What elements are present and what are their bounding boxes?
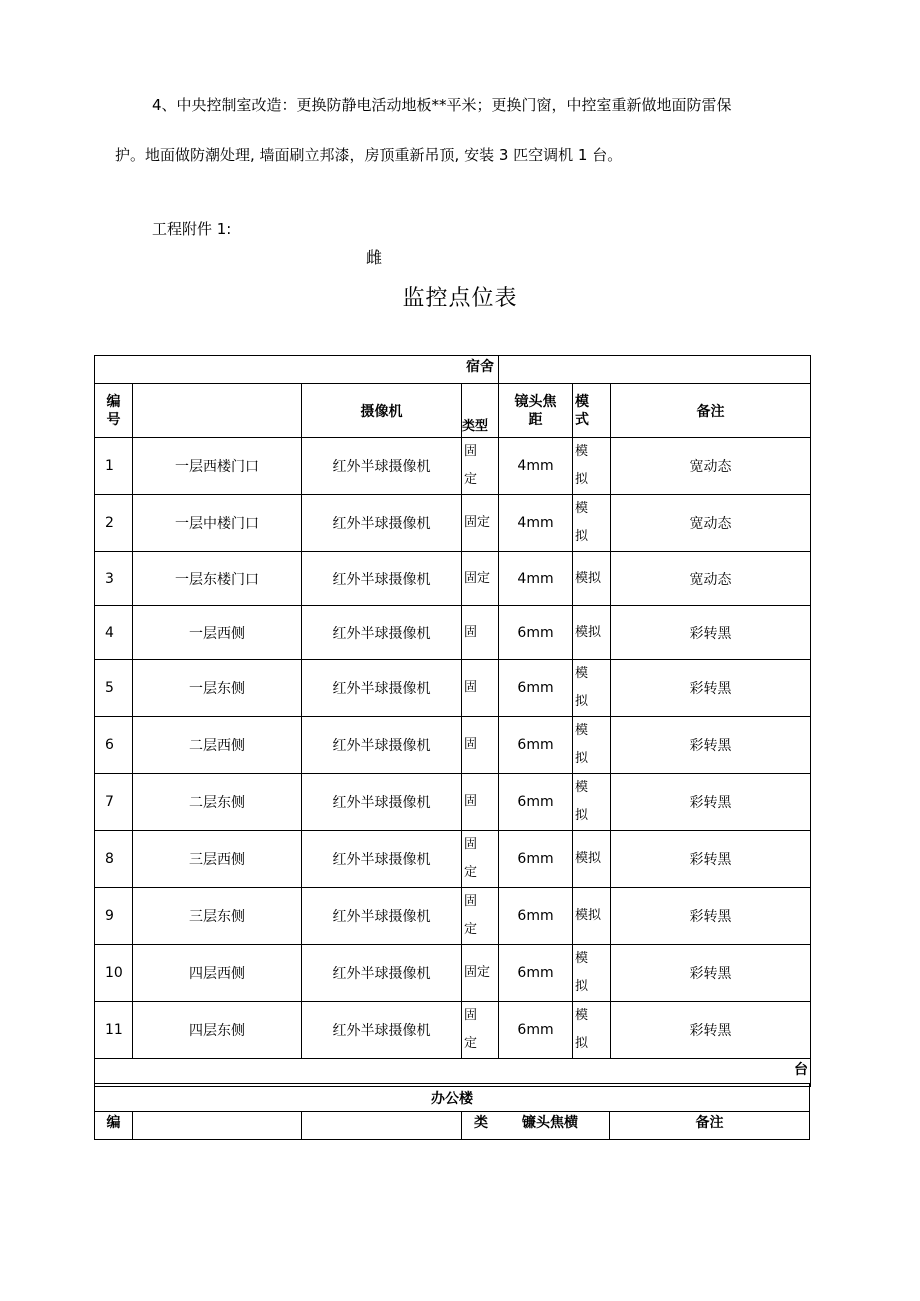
row-note: 宽动态 [611, 438, 811, 495]
table-row [95, 552, 811, 606]
row-mode-part-b: 拟 [575, 1036, 589, 1051]
row-note: 彩转黑 [611, 888, 811, 945]
office-section-label: 办公楼 [95, 1084, 810, 1112]
row-camera: 红外半球摄像机 [302, 660, 462, 717]
row-type [462, 660, 499, 717]
row-mode-part-a: 模拟 [575, 908, 602, 923]
row-location: 一层西侧 [133, 606, 302, 660]
row-note: 宽动态 [611, 495, 811, 552]
paragraph-line-1: 4、中央控制室改造：更换防静电活动地板**平米；更换门窗，中控室重新做地面防雷保 [152, 96, 732, 114]
row-camera: 红外半球摄像机 [302, 552, 462, 606]
row-mode-part-b: 模拟 [575, 570, 602, 586]
row-type [462, 945, 499, 1002]
row-mode-part-b: 拟 [575, 751, 589, 766]
row-camera: 红外半球摄像机 [302, 888, 462, 945]
row-number: 9 [95, 888, 133, 945]
table-row [95, 888, 811, 945]
row-note: 彩转黑 [611, 606, 811, 660]
row-type-part-b: 定 [464, 922, 478, 937]
table-row [95, 606, 811, 660]
row-mode [573, 660, 611, 717]
header-mode: 模 式 [573, 384, 611, 438]
row-number: 2 [95, 495, 133, 552]
row-mode [573, 717, 611, 774]
row-note: 彩转黑 [611, 945, 811, 1002]
row-mode-part-a: 模 [575, 951, 589, 966]
row-note: 彩转黑 [611, 717, 811, 774]
row-type-part-a: 固 [464, 680, 478, 695]
row-mode [573, 774, 611, 831]
row-lens: 6mm [499, 660, 573, 717]
row-type [462, 717, 499, 774]
row-mode [573, 945, 611, 1002]
row-mode [573, 438, 611, 495]
table-row [95, 717, 811, 774]
row-location: 四层西侧 [133, 945, 302, 1002]
row-type [462, 495, 499, 552]
row-type-part-a: 固 [464, 794, 478, 809]
row-type-part-b: 固定 [464, 515, 491, 530]
row-camera: 红外半球摄像机 [302, 831, 462, 888]
row-lens: 6mm [499, 717, 573, 774]
row-type-part-a: 固 [464, 894, 478, 909]
row-lens: 6mm [499, 1002, 573, 1059]
row-camera: 红外半球摄像机 [302, 438, 462, 495]
section-row [95, 356, 811, 384]
row-type-part-a: 固 [464, 1008, 478, 1023]
row-location: 一层东楼门口 [133, 552, 302, 606]
row-camera: 红外半球摄像机 [302, 606, 462, 660]
row-number: 10 [95, 945, 133, 1002]
row-mode [573, 831, 611, 888]
row-mode-part-a: 模 [575, 501, 589, 516]
header-location [133, 384, 302, 438]
row-mode-part-b: 模拟 [575, 851, 602, 866]
office-header-type-lens: 类 镰头焦横 [462, 1112, 610, 1140]
row-type-part-a: 固 [464, 837, 478, 852]
row-location: 二层西侧 [133, 717, 302, 774]
footer-unit: 台 [95, 1059, 811, 1087]
row-type [462, 606, 499, 660]
row-number: 7 [95, 774, 133, 831]
office-camera-table [94, 1083, 810, 1140]
row-type-part-a: 固 [464, 737, 478, 752]
header-lens: 镜头焦 距 [499, 384, 573, 438]
table-row [95, 495, 811, 552]
row-mode-part-a: 模 [575, 666, 589, 681]
row-note: 宽动态 [611, 552, 811, 606]
row-note: 彩转黑 [611, 774, 811, 831]
table-row [95, 1002, 811, 1059]
row-mode [573, 1002, 611, 1059]
row-mode [573, 606, 611, 660]
header-number: 编 号 [95, 384, 133, 438]
row-mode [573, 552, 611, 606]
office-header-notes: 备注 [610, 1112, 810, 1140]
row-location: 一层中楼门口 [133, 495, 302, 552]
office-header-location [133, 1112, 302, 1140]
row-type-part-b: 定 [464, 472, 478, 487]
table-row [95, 438, 811, 495]
row-mode-part-a: 模 [575, 1008, 589, 1023]
header-type: 类型 [462, 384, 499, 438]
header-camera: 摄像机 [302, 384, 462, 438]
annex-label: 工程附件 1: [152, 220, 232, 238]
row-mode-part-b: 拟 [575, 979, 589, 994]
row-type [462, 552, 499, 606]
row-type-part-b: 固定 [464, 570, 491, 586]
table-row [95, 774, 811, 831]
row-mode-part-a: 模 [575, 723, 589, 738]
row-location: 四层东侧 [133, 1002, 302, 1059]
row-lens: 6mm [499, 831, 573, 888]
row-camera: 红外半球摄像机 [302, 1002, 462, 1059]
row-location: 二层东侧 [133, 774, 302, 831]
office-header-row [95, 1112, 810, 1140]
row-location: 三层西侧 [133, 831, 302, 888]
row-lens: 6mm [499, 606, 573, 660]
row-type-part-a: 固 [464, 444, 478, 459]
row-number: 4 [95, 606, 133, 660]
row-type [462, 438, 499, 495]
header-row [95, 384, 811, 438]
row-number: 6 [95, 717, 133, 774]
row-type [462, 1002, 499, 1059]
row-mode [573, 888, 611, 945]
row-camera: 红外半球摄像机 [302, 945, 462, 1002]
paragraph-line-2: 护。地面做防潮处理, 墙面刷立邦漆，房顶重新吊顶, 安装 3 匹空调机 1 台。 [115, 146, 623, 164]
row-mode-part-b: 拟 [575, 808, 589, 823]
row-note: 彩转黑 [611, 1002, 811, 1059]
row-location: 三层东侧 [133, 888, 302, 945]
row-type-part-a: 固 [464, 624, 478, 640]
table-row [95, 831, 811, 888]
page-title: 监控点位表 [402, 286, 518, 311]
row-number: 11 [95, 1002, 133, 1059]
row-type-part-b: 定 [464, 865, 478, 880]
row-type [462, 888, 499, 945]
row-camera: 红外半球摄像机 [302, 495, 462, 552]
row-type [462, 831, 499, 888]
header-notes: 备注 [611, 384, 811, 438]
table-row [95, 660, 811, 717]
row-lens: 6mm [499, 888, 573, 945]
row-lens: 4mm [499, 495, 573, 552]
row-note: 彩转黑 [611, 831, 811, 888]
row-camera: 红外半球摄像机 [302, 774, 462, 831]
row-number: 1 [95, 438, 133, 495]
row-mode-part-b: 拟 [575, 529, 589, 544]
row-lens: 6mm [499, 945, 573, 1002]
row-camera: 红外半球摄像机 [302, 717, 462, 774]
row-lens: 4mm [499, 438, 573, 495]
row-type-part-b: 定 [464, 1036, 478, 1051]
row-number: 8 [95, 831, 133, 888]
row-mode [573, 495, 611, 552]
row-location: 一层东侧 [133, 660, 302, 717]
row-note: 彩转黑 [611, 660, 811, 717]
stray-character: 雌 [366, 248, 383, 267]
office-header-camera [302, 1112, 462, 1140]
row-number: 5 [95, 660, 133, 717]
table-row [95, 945, 811, 1002]
office-header-number: 编 [95, 1112, 133, 1140]
row-mode-part-b: 拟 [575, 472, 589, 487]
dormitory-camera-table [94, 355, 811, 1087]
row-number: 3 [95, 552, 133, 606]
row-mode-part-a: 模 [575, 444, 589, 459]
row-mode-part-b: 模拟 [575, 624, 602, 640]
section-label: 宿舍 [95, 356, 499, 384]
row-mode-part-a: 模 [575, 780, 589, 795]
row-type [462, 774, 499, 831]
row-mode-part-b: 拟 [575, 694, 589, 709]
row-type-part-a: 固定 [464, 965, 491, 980]
section-blank [499, 356, 811, 384]
row-location: 一层西楼门口 [133, 438, 302, 495]
office-section-row [95, 1084, 810, 1112]
row-lens: 4mm [499, 552, 573, 606]
row-lens: 6mm [499, 774, 573, 831]
